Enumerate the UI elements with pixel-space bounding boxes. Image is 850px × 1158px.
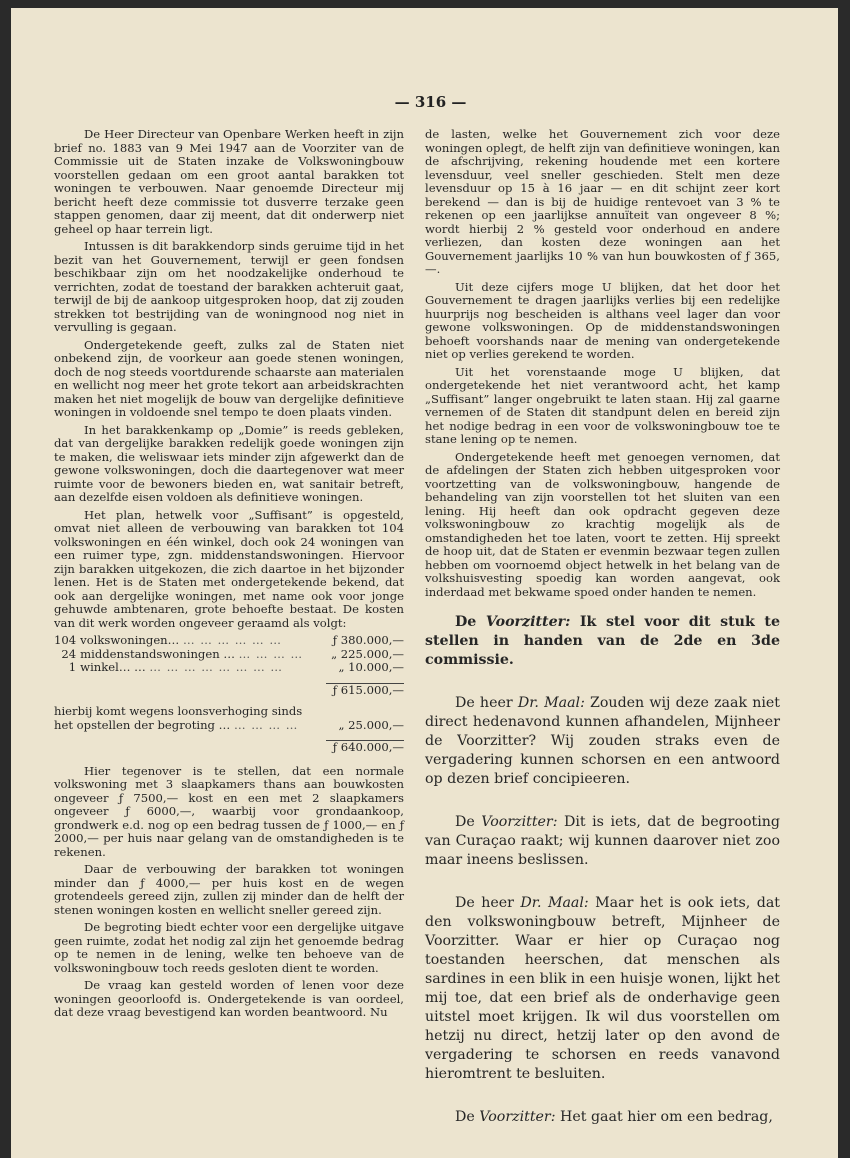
cost-amount: ƒ 380.000,— xyxy=(332,633,404,647)
left-column xyxy=(54,128,404,1024)
debate-entry xyxy=(425,613,780,670)
debate-section xyxy=(425,613,780,1127)
cost-desc: winkel… … xyxy=(80,661,146,674)
speaker-prefix: De heer xyxy=(455,695,513,711)
debate-entry xyxy=(425,1108,780,1127)
cost-desc: middenstandswoningen … xyxy=(80,647,235,661)
dot-leader: … … … … xyxy=(233,718,299,732)
speech-text: Ik stel voor dit stuk te stellen in handen van de 2de en 3de commissie. xyxy=(425,614,780,668)
dot-leader: … … … … … … xyxy=(182,634,282,647)
paragraph: Uit het vorenstaande moge U blijken, dat ondergetekende het niet verantwoord acht, het kamp „Suffisant” langer ongebruikt te laten staan. Hij zal gaarne vernemen of de Staten dit standpunt delen en bereid zijn het nodige bedrag in een voor de volkswoningbouw toe te stane lening op te nemen. xyxy=(425,364,780,446)
debate-entry xyxy=(425,694,780,789)
paragraph: de lasten, welke het Gouvernement zich voor deze woningen oplegt, de helft zijn van definitieve woningen, kan de afschrijving, rekening houdende met een kortere levensduur, veel sneller geschieden. Stelt men deze levensduur op 15 à 16 jaar — en dit schijnt zeer kort berekend — dan is bij de huidige rentevoet van 3 % te rekenen op een jaarlijkse annuïteit van ongeveer 8 %; wordt hierbij 2 % gesteld voor onderhoud en andere verliezen, dan kosten deze woningen aan het Gouvernement jaarlijks 10 % van hun bouwkosten of ƒ 365,—. xyxy=(425,127,780,276)
paragraph: Daar de verbouwing der barakken tot woningen minder dan ƒ 4000,— per huis kost en de wegen grotendeels gereed zijn, zullen zij minder dan de helft der stenen woningen kosten en wellicht sneller gereed zijn. xyxy=(54,862,404,917)
subtotal-row xyxy=(54,683,404,697)
paragraph: De Heer Directeur van Openbare Werken heeft in zijn brief no. 1883 van 9 Mei 1947 aan de Voorziter van de Commissie uit de Staten inzake de Volkswoningbouw voorstellen gedaan om een groot aantal barakken tot woningen te verbouwen. Naar genoemde Directeur mij bericht heeft deze commissie tot dusverre terzake geen stappen genomen, daar zij meent, dat dit onderwerp niet geheel op haar terrein ligt. xyxy=(54,127,404,236)
paragraph: In het barakkenkamp op „Domie” is reeds gebleken, dat van dergelijke barakken redelijk goede woningen zijn te maken, die weliswaar iets minder zijn afgewerkt dan de gewone volkswoningen, doch die daartegenover wat meer ruimte voor de bewoners bieden en, wat sanitair betreft, aan dezelfde eisen voldoen als definitieve woningen. xyxy=(54,422,404,504)
subtotal-amount: ƒ 615.000,— xyxy=(326,683,404,697)
paragraph: De vraag kan gesteld worden of lenen voor deze woningen geoorloofd is. Ondergetekende is van oordeel, dat deze vraag bevestigend kan worden beantwoord. Nu xyxy=(54,978,404,1019)
speaker-name: Voorzitter: xyxy=(479,1109,556,1125)
paragraph: Ondergetekende geeft, zulks zal de Staten niet onbekend zijn, de voorkeur aan goede stenen woningen, doch de nog steeds voortdurende schaarste aan materialen en wellicht nog meer het grote tekort aan arbeidskrachten maken het niet mogelijk de bouw van dergelijke definitieve woningen in voldoende snel tempo te doen plaats vinden. xyxy=(54,337,404,419)
speaker-prefix: De heer xyxy=(455,895,514,911)
wage-desc-line2: het opstellen der begroting … xyxy=(54,718,231,732)
right-column xyxy=(425,128,780,1151)
cost-qty: 24 xyxy=(61,646,77,661)
paragraph: Ondergetekende heeft met genoegen vernomen, dat de afdelingen der Staten zich hebben uitgesproken voor voortzetting van de volkswoningbouw, hangende de behandeling van zijn voorstellen tot het sluiten van een lening. Hij heeft dan ook opdracht gegeven deze volkswoningbouw zo krachtig mogelijk als de omstandigheden het toe laten, voort te zetten. Hij spreekt de hoop uit, dat de Staten er evenmin bezwaar tegen zullen hebben om voornoemd object hetwelk in het belang van de volkshuisvesting spoedig kan worden aangevat, ook inderdaad met bekwame spoed onder handen te nemen. xyxy=(425,449,780,599)
paragraph: Het plan, hetwelk voor „Suffisant” is opgesteld, omvat niet alleen de verbouwing van barakken tot 104 volkswoningen en één winkel, doch ook 24 woningen van een ruimer type, zgn. middenstandswoningen. Hiervoor zijn barakken uitgekozen, die zich daartoe in het bijzonder lenen. Het is de Staten met ondergetekende bekend, dat ook aan dergelijke woningen, met name ook voor jonge gehuwde ambtenaren, grote behoefte bestaat. De kosten van dit werk worden ongeveer geraamd als volgt: xyxy=(54,507,404,630)
cost-qty: 104 xyxy=(54,633,77,647)
cost-desc: volkswoningen… xyxy=(80,634,180,647)
cost-row xyxy=(54,661,404,675)
speaker-name: Voorzitter: xyxy=(481,814,558,830)
speaker-prefix: De xyxy=(455,814,475,830)
speaker-name: Voorzitter: xyxy=(485,614,571,630)
speaker-prefix: De xyxy=(455,614,477,630)
paragraph: Intussen is dit barakkendorp sinds geruime tijd in het bezit van het Gouvernement, terwijl er geen fondsen beschikbaar zijn om het noodzakelijke onderhoud te verrichten, zodat de toestand der barakken achteruit gaat, terwijl de bij de aankoop uitgesproken hoop, dat zij zouden strekken tot bestrijding van de woningnood nog niet in vervulling is gegaan. xyxy=(54,239,404,334)
cost-qty: 1 xyxy=(68,660,77,674)
dot-leader: … … … … … … … … xyxy=(149,661,283,674)
debate-entry xyxy=(425,894,780,1084)
document-page xyxy=(11,8,838,1158)
cost-table xyxy=(54,634,404,755)
speaker-name: Dr. Maal: xyxy=(517,695,585,711)
wage-desc-line1: hierbij komt wegens loonsverhoging sinds xyxy=(54,705,303,718)
total-row xyxy=(54,741,404,755)
speech-text: Zouden wij deze zaak niet direct hedenavond kunnen afhandelen, Mijnheer de Voorzitter? Wij zouden straks even de vergadering kunnen schorsen en een antwoord op dezen brief concipieeren. xyxy=(425,695,781,787)
paragraph: Uit deze cijfers moge U blijken, dat het door het Gouvernement te dragen jaarlijks verlies bij een redelijke huurprijs nog bescheiden is althans veel lager dan voor gewone volkswoningen. Op de middenstandswoningen behoeft voorshands naar de mening van ondergetekende niet op verlies gerekend te worden. xyxy=(425,279,780,361)
wage-row xyxy=(54,705,404,719)
speech-text: Dit is iets, dat de begrooting van Curaçao raakt; wij kunnen daarover niet zoo maar ineens beslissen. xyxy=(425,814,780,868)
wage-row xyxy=(54,719,404,733)
debate-entry xyxy=(425,813,780,870)
cost-row xyxy=(54,634,404,648)
page-number: — 316 — xyxy=(394,93,467,111)
dot-leader: … … … … xyxy=(238,647,304,661)
wage-amount: „ 25.000,— xyxy=(338,717,404,732)
paragraph: Hier tegenover is te stellen, dat een normale volkswoning met 3 slaapkamers thans aan bouwkosten ongeveer ƒ 7500,— kost en een met 2 slaapkamers ongeveer ƒ 6000,—, waarbij voor grondaankoop, grondwerk e.d. nog op een bedrag tussen de ƒ 1000,— en ƒ 2000,— per huis naar gelang van de omstandigheden is te rekenen. xyxy=(54,763,404,859)
cost-row xyxy=(54,648,404,662)
total-amount: ƒ 640.000,— xyxy=(326,741,404,755)
speech-text: Het gaat hier om een bedrag, xyxy=(560,1109,773,1125)
speech-text: Maar het is ook iets, dat den volkswoningbouw betreft, Mijnheer de Voorzitter. Waar er hier op Curaçao nog toestanden heerschen, dat menschen als sardines in een blik in een huisje wonen, lijkt het mij toe, dat een brief als de onderhavige geen uitstel moet krijgen. Ik wil dus voorstellen om hetzij nu direct, hetzij later op den avond de vergadering te schorsen en reeds vanavond hieromtrent te besluiten. xyxy=(425,895,780,1082)
cost-amount: „ 10.000,— xyxy=(338,660,404,674)
speaker-prefix: De xyxy=(455,1109,475,1125)
cost-amount: „ 225.000,— xyxy=(331,646,404,661)
paragraph: De begroting biedt echter voor een dergelijke uitgave geen ruimte, zodat het nodig zal zijn het genoemde bedrag op te nemen in de lening, welke ten behoeve van de volkswoningbouw toch reeds gesloten dient te worden. xyxy=(54,920,404,975)
speaker-name: Dr. Maal: xyxy=(520,895,589,911)
